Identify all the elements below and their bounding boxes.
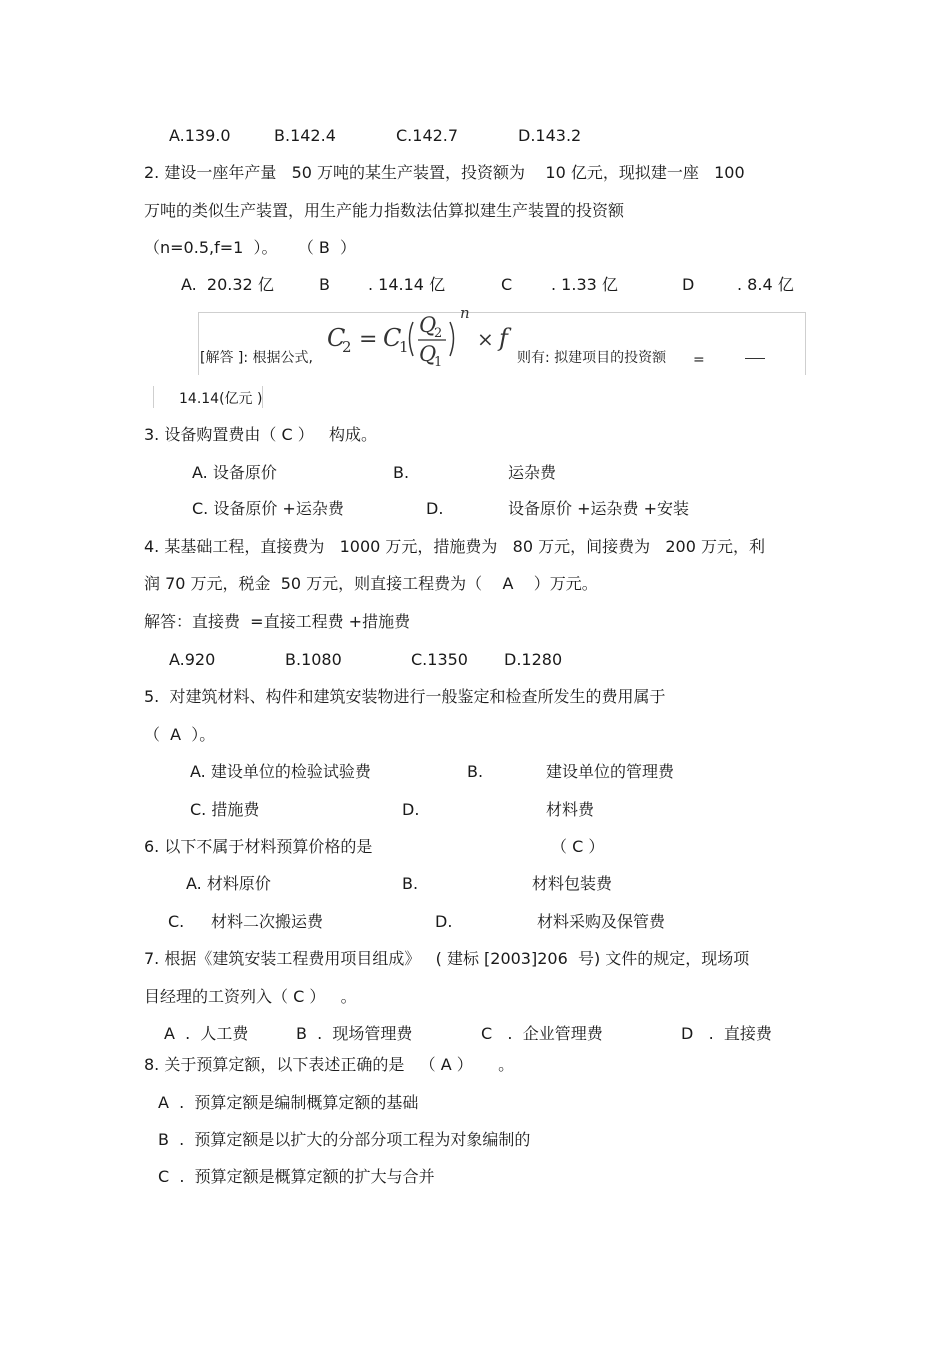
q2-option-c-label: C [501,275,513,294]
q5-option-d-text: 材料费 [546,800,595,819]
q6-option-c-label: C. [168,912,185,931]
q6-answer: （ C ） [551,837,605,856]
formula-left-paren [410,322,414,356]
formula-c1-sub: 1 [399,338,409,356]
q3-option-a: A. 设备原价 [192,463,277,482]
q5-option-b-text: 建设单位的管理费 [546,762,675,781]
capacity-formula [327,306,517,368]
q2-line-1: 2. 建设一座年产量 50 万吨的某生产装置，投资额为 10 亿元，现拟建一座 100 [144,163,745,182]
q2-option-c-text: . 1.33 亿 [551,275,618,294]
option-c: C.142.7 [396,126,459,145]
q2-option-d-label: D [682,275,695,294]
solution-dash [745,358,765,359]
q5-option-d-label: D. [402,800,420,819]
formula-c2-sub: 2 [342,338,352,356]
option-d: D.143.2 [518,126,582,145]
q2-line-3: （n=0.5,f=1 ）。 （ B ） [144,238,357,257]
formula-q1: Q [419,342,437,366]
q7-option-b: B . 现场管理费 [296,1024,413,1043]
q5-line-2: （ A ）。 [144,725,216,744]
q6-option-b-label: B. [402,874,419,893]
formula-c1: C [383,324,402,352]
formula-equals: = [359,327,378,352]
solution-text: 则有: 拟建项目的投资额 [517,350,667,366]
q4-line-1: 4. 某基础工程，直接费为 1000 万元，措施费为 80 万元，间接费为 200 万元，利 [144,537,766,556]
q4-option-c: C.1350 [411,650,468,669]
solution-label: [解答 ]: 根据公式, [200,350,313,366]
result-value: 14.14(亿元 ) [179,391,263,407]
q3-stem: 3. 设备购置费由（ C ） 构成。 [144,425,377,444]
q8-option-c: C . 预算定额是概算定额的扩大与合并 [158,1167,435,1186]
q6-option-b-text: 材料包装费 [532,874,613,893]
q6-option-d-label: D. [435,912,453,931]
q3-option-d-text: 设备原价 +运杂费 +安装 [508,499,689,518]
q6-option-d-text: 材料采购及保管费 [537,912,666,931]
formula-q2-sub: 2 [434,326,443,341]
formula-svg [327,306,517,368]
option-a: A.139.0 [169,126,231,145]
q3-option-b-text: 运杂费 [508,463,557,482]
formula-q2: Q [419,313,437,337]
formula-right-paren [450,322,454,356]
q5-line-1: 5. 对建筑材料、构件和建筑安装物进行一般鉴定和检查所发生的费用属于 [144,687,666,706]
q6-stem: 6. 以下不属于材料预算价格的是 [144,837,373,856]
q8-option-b: B . 预算定额是以扩大的分部分项工程为对象编制的 [158,1130,531,1149]
q7-line-1: 7. 根据《建筑安装工程费用项目组成》 ( 建标 [2003]206 号) 文件的规定，现场项 [144,949,750,968]
q4-line-2: 润 70 万元，税金 50 万元，则直接工程费为（ A ）万元。 [144,574,598,593]
q5-option-a: A. 建设单位的检验试验费 [190,762,371,781]
q2-option-d-text: . 8.4 亿 [737,275,794,294]
q3-option-c: C. 设备原价 +运杂费 [192,499,344,518]
q2-option-a: A. 20.32 亿 [181,275,274,294]
q2-option-b-label: B [319,275,330,294]
formula-c2: C [327,324,346,352]
q8-option-a: A . 预算定额是编制概算定额的基础 [158,1093,419,1112]
q5-option-c: C. 措施费 [190,800,260,819]
q7-line-2: 目经理的工资列入（ C ） 。 [144,987,357,1006]
formula-times: × [477,327,494,351]
formula-exponent: n [460,306,470,322]
q6-option-c-text: 材料二次搬运费 [211,912,324,931]
q7-option-a: A . 人工费 [164,1024,249,1043]
q2-line-2: 万吨的类似生产装置，用生产能力指数法估算拟建生产装置的投资额 [144,201,625,220]
q3-option-b-label: B. [393,463,410,482]
option-b: B.142.4 [274,126,336,145]
q7-option-d: D . 直接费 [681,1024,772,1043]
formula-q1-sub: 1 [434,355,443,368]
q3-option-d-label: D. [426,499,444,518]
q5-option-b-label: B. [467,762,484,781]
formula-f: f [499,324,508,352]
solution-equals: = [693,352,705,368]
q8-stem: 8. 关于预算定额，以下表述正确的是 （ A ） 。 [144,1055,515,1074]
q7-option-c: C . 企业管理费 [481,1024,603,1043]
q2-option-b-text: . 14.14 亿 [368,275,446,294]
q4-option-b: B.1080 [285,650,342,669]
q4-option-a: A.920 [169,650,216,669]
q4-solution: 解答：直接费 =直接工程费 +措施费 [144,612,411,631]
q4-option-d: D.1280 [504,650,563,669]
q6-option-a: A. 材料原价 [186,874,271,893]
